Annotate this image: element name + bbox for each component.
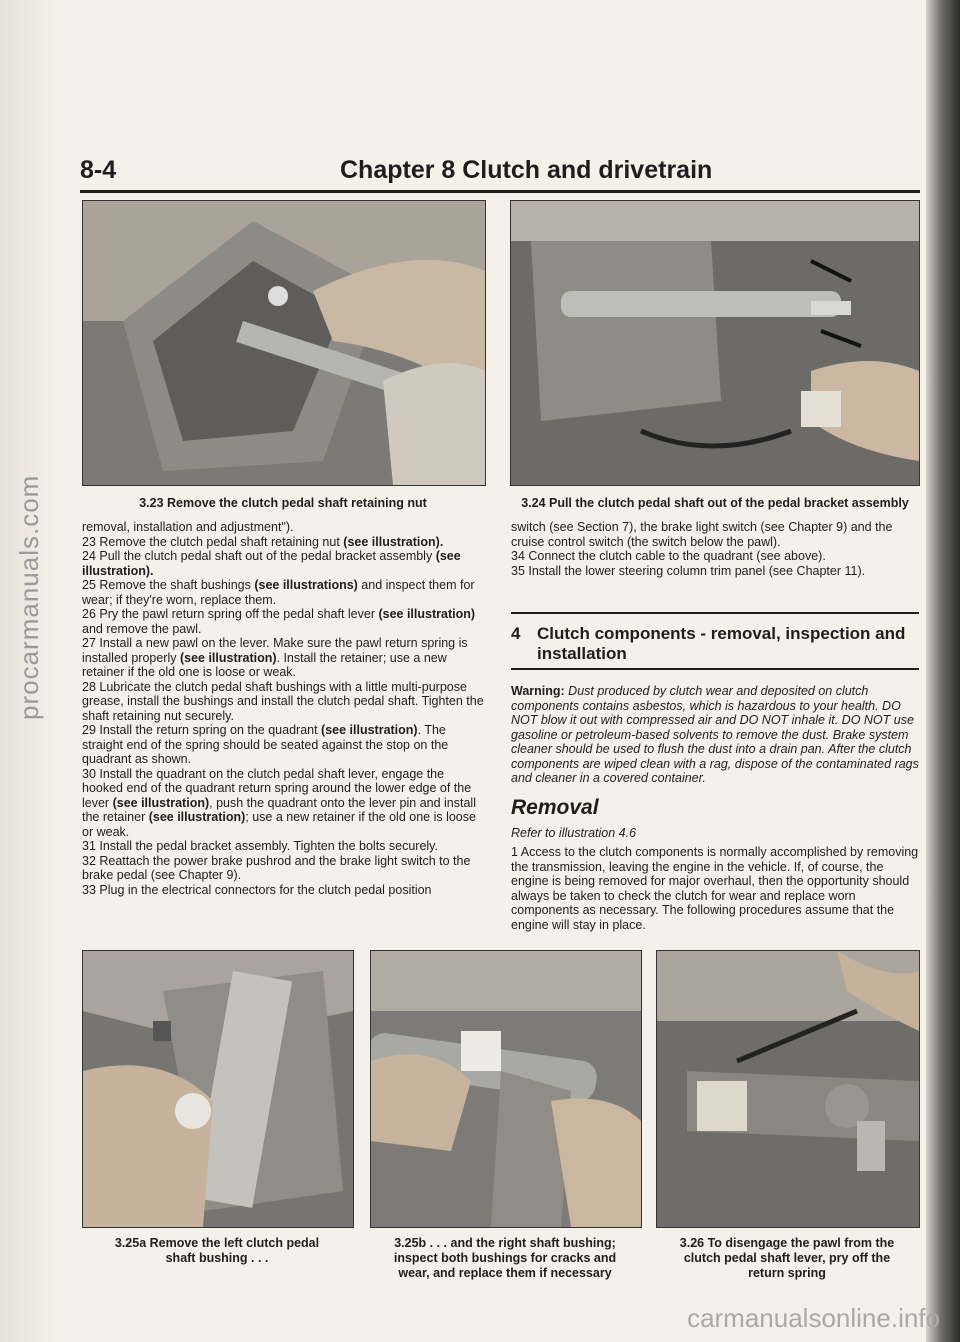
text: removal, installation and adjustment"). (82, 520, 294, 534)
side-watermark: procarmanuals.com (14, 474, 44, 720)
removal-step-1 (511, 845, 919, 932)
caption-3-25a (82, 1236, 352, 1266)
text: 33 Plug in the electrical connectors for the clutch pedal position (82, 882, 432, 897)
caption-line: clutch pedal shaft lever, pry off the (683, 1251, 891, 1265)
text: 29 Install the return spring on the quadrant (82, 723, 322, 737)
illustration-ref: (see illustration) (179, 650, 277, 665)
illustration-ref: (see illustration) (321, 723, 418, 737)
step-28 (82, 680, 485, 724)
illustration-reference: Refer to illustration 4.6 (511, 826, 637, 840)
caption-line: wear, and replace them if necessary (398, 1266, 612, 1280)
caption-line: 3.25b . . . and the right shaft bushing; (394, 1236, 616, 1250)
text: 32 Reattach the power brake pushrod and the brake light switch to the brake pedal (see Chapter 9). (82, 853, 471, 882)
step-33 (82, 883, 485, 898)
caption-3-25b (370, 1236, 640, 1281)
text: 27 Install a new pawl on the lever. Make sure the pawl return spring is installed properly (82, 636, 468, 665)
illustration-ref: (see illustration). (343, 534, 444, 549)
caption-3-23: 3.23 Remove the clutch pedal shaft retaining nut (139, 496, 427, 510)
text: 34 Connect the clutch cable to the quadrant (see above). (511, 549, 826, 563)
bottom-watermark: carmanualsonline.info (687, 1303, 940, 1333)
illustration-ref: (see illustration) (112, 795, 210, 810)
text: , push the quadrant onto the lever pin and install the retainer (82, 795, 476, 824)
photo-3-25a (82, 950, 354, 1228)
right-text-column (511, 520, 919, 578)
left-text-column (82, 520, 485, 897)
section-heading (511, 624, 919, 664)
step-35 (511, 564, 919, 579)
removal-heading: Removal (511, 796, 599, 819)
section-rule-top (511, 612, 919, 614)
text: 35 Install the lower steering column trim panel (see Chapter 11). (511, 563, 866, 578)
photo-3-26 (656, 950, 920, 1228)
step-31 (82, 839, 485, 854)
illustration-ref: (see illustration) (378, 607, 476, 621)
binding-edge (926, 0, 960, 1342)
caption-line: 3.26 To disengage the pawl from the (679, 1236, 895, 1250)
step-34 (511, 549, 919, 564)
step-32 (82, 854, 485, 883)
step-23 (82, 535, 485, 550)
step-29 (82, 723, 485, 767)
text: . Install the retainer; use a new retainer if the old one is loose or weak. (82, 650, 447, 679)
illustration-ref: (see illustration) (148, 810, 246, 824)
text: and remove the pawl. (82, 621, 202, 636)
text: 28 Lubricate the clutch pedal shaft bushings with a little multi-purpose grease, install the bushings and install the clutch pedal shaft. Tighten the shaft retaining nut securely. (82, 679, 484, 723)
text: 24 Pull the clutch pedal shaft out of the pedal bracket assembly (82, 549, 436, 563)
text: 23 Remove the clutch pedal shaft retaining nut (82, 534, 344, 549)
header-rule (80, 190, 920, 193)
paragraph (82, 520, 485, 535)
illustration-ref: (see illustration). (82, 549, 461, 578)
step-27 (82, 636, 485, 680)
section-title-line1: Clutch components - removal, inspection and (537, 624, 906, 643)
section-number: 4 (511, 624, 521, 643)
paragraph (511, 845, 919, 932)
photo-3-23 (82, 200, 486, 486)
step-30 (82, 767, 485, 840)
step-24 (82, 549, 485, 578)
caption-line: return spring (748, 1266, 826, 1280)
text: 30 Install the quadrant on the clutch pedal shaft lever, engage the hooked end of the quadrant return spring around the lower edge of the lever (82, 766, 472, 810)
warning-text: Dust produced by clutch wear and deposited on clutch components contains asbestos, which is hazardous to your health. DO NOT blow it out with compressed air and DO NOT inhale it. DO NOT use gasoline or petroleum-based solvents to remove the dust. Brake system cleaner should be used to flush the dust into a drain pan. After the clutch components are wiped clean with a rag, dispose of the contaminated rags and cleaner in a covered container. (511, 684, 919, 785)
photo-3-24 (510, 200, 920, 486)
photo-3-25b (370, 950, 642, 1228)
section-title-line2: installation (537, 644, 627, 663)
text: 1 Access to the clutch components is normally accomplished by removing the transmission, leaving the engine in the vehicle. If, of course, the engine is being removed for major overhaul, then the opportunity should always be taken to check the clutch for wear and replace worn components as necessary. The following procedures assume that the engine will stay in place. (511, 845, 919, 932)
caption-line: inspect both bushings for cracks and (393, 1251, 617, 1265)
caption-line: 3.25a Remove the left clutch pedal (114, 1236, 320, 1250)
text: ; use a new retainer if the old one is loose or weak. (82, 810, 476, 839)
text: 25 Remove the shaft bushings (82, 578, 255, 592)
text: switch (see Section 7), the brake light switch (see Chapter 9) and the cruise control switch (the switch below the pawl). (511, 520, 893, 549)
illustration-ref: (see illustrations) (254, 578, 358, 592)
section-rule-bottom (511, 668, 919, 670)
text: and inspect them for wear; if they're worn, replace them. (82, 578, 475, 607)
caption-line: shaft bushing . . . (165, 1251, 269, 1265)
chapter-title: Chapter 8 Clutch and drivetrain (340, 156, 713, 184)
text: . The straight end of the spring should be seated against the stop on the quadrant as shown. (82, 723, 449, 766)
paragraph (511, 520, 919, 549)
caption-3-26 (656, 1236, 918, 1281)
warning-label: Warning: (511, 684, 565, 698)
page-header (80, 150, 920, 190)
caption-3-24: 3.24 Pull the clutch pedal shaft out of the pedal bracket assembly (521, 496, 909, 510)
step-25 (82, 578, 485, 607)
text: 31 Install the pedal bracket assembly. Tighten the bolts securely. (82, 839, 438, 853)
page-number: 8-4 (80, 156, 117, 184)
step-26 (82, 607, 485, 636)
warning-box (511, 684, 919, 786)
text: 26 Pry the pawl return spring off the pedal shaft lever (82, 607, 379, 621)
